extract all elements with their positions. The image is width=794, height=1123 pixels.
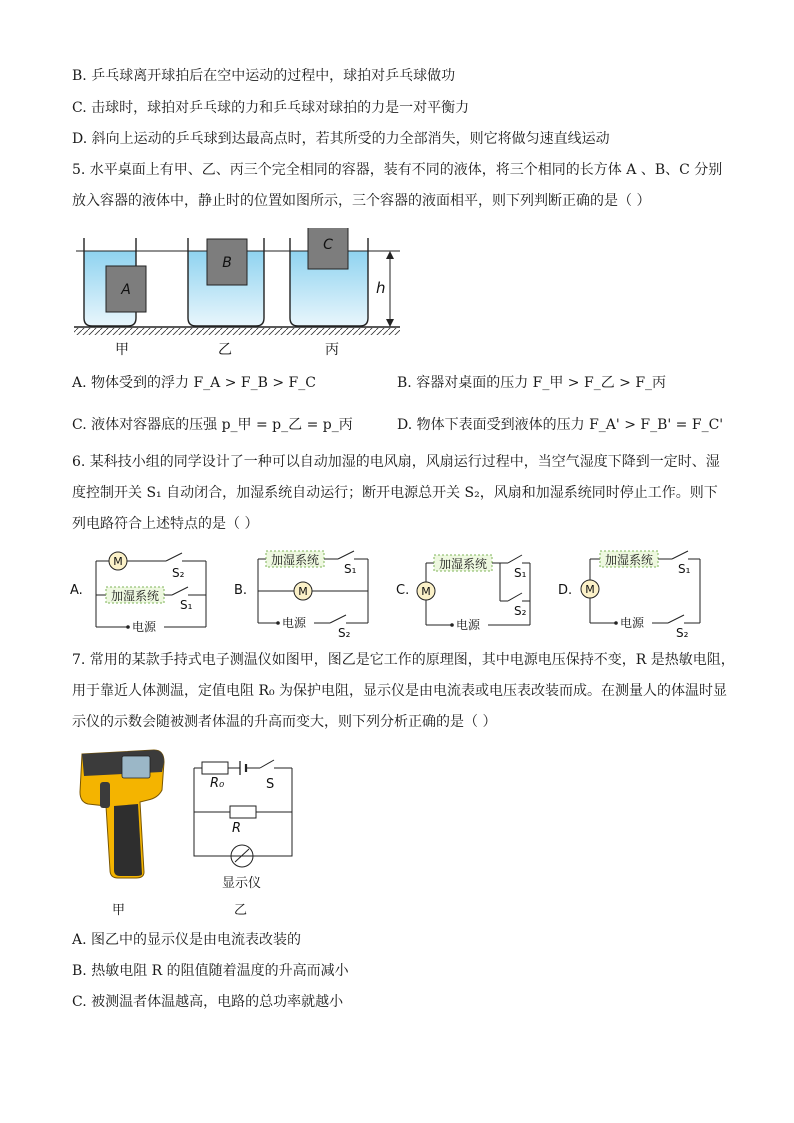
- q7-stem-line2: 用于靠近人体测温，定值电阻 R₀ 为保护电阻，显示仪是由电流表或电压表改装而成。在测量人的体温时显: [72, 683, 728, 699]
- figure-jia-label: 甲: [112, 903, 126, 918]
- switch-icon: [508, 555, 522, 563]
- resistor-r0-icon: [202, 762, 228, 774]
- block-b-label: B: [222, 255, 232, 271]
- height-label: h: [376, 279, 386, 297]
- block-c-label: C: [323, 237, 333, 253]
- q5-stem-line1: 5. 水平桌面上有甲、乙、丙三个完全相同的容器，装有不同的液体，将三个相同的长方体 A 、B、C 分别: [72, 162, 723, 178]
- switch-icon: [260, 760, 274, 768]
- switch-icon: [672, 551, 688, 559]
- q4-option-d: D. 斜向上运动的乒乓球到达最高点时，若其所受的力全部消失，则它将做匀速直线运动: [72, 131, 610, 147]
- r-label: R: [232, 821, 242, 836]
- q7-stem-line3: 示仪的示数会随被测者体温的升高而变大，则下列分析正确的是（ ）: [72, 714, 497, 730]
- motor-label: M: [113, 555, 123, 568]
- q7-option-c: C. 被测温者体温越高，电路的总功率就越小: [72, 994, 344, 1010]
- power-label: 电源: [132, 620, 157, 634]
- motor-label: M: [585, 583, 595, 596]
- power-label: 电源: [282, 616, 307, 630]
- resistor-r-icon: [230, 806, 256, 818]
- container-bing-label: 丙: [325, 342, 339, 358]
- circuit-a-label: A.: [70, 583, 83, 598]
- q4-option-c: C. 击球时，球拍对乒乓球的力和乒乓球对球拍的力是一对平衡力: [72, 100, 470, 116]
- power-terminal-icon: [126, 625, 130, 629]
- humidifier-label: 加湿系统: [604, 553, 654, 567]
- humidifier-label: 加湿系统: [270, 553, 320, 567]
- r0-label: R₀: [210, 776, 225, 791]
- motor-label: M: [421, 585, 431, 598]
- q7-stem-line1: 7. 常用的某款手持式电子测温仪如图甲，图乙是它工作的原理图，其中电源电压保持不变，R 是热敏电阻，: [72, 652, 735, 668]
- switch-s2-label: S₂: [514, 604, 527, 618]
- q6-stem-line3: 列电路符合上述特点的是（ ）: [72, 516, 259, 532]
- switch-icon: [172, 587, 188, 595]
- power-label: 电源: [620, 616, 645, 630]
- circuit-d-label: D.: [558, 583, 573, 598]
- q7-option-a: A. 图乙中的显示仪是由电流表改装的: [72, 932, 302, 948]
- motor-label: M: [298, 585, 308, 598]
- q6-stem-line2: 度控制开关 S₁ 自动闭合，加湿系统自动运行；断开电源总开关 S₂，风扇和加湿系统同时停止工作。则下: [72, 485, 718, 501]
- block-a-label: A: [121, 282, 131, 298]
- switch-s2-label: S₂: [338, 626, 351, 640]
- switch-icon: [668, 615, 684, 623]
- figure-yi-label: 乙: [234, 903, 248, 918]
- q6-stem-line1: 6. 某科技小组的同学设计了一种可以自动加湿的电风扇，风扇运行过程中，当空气湿度下降到一定时、湿: [72, 454, 720, 470]
- q7-thermometer-figure: [70, 742, 310, 922]
- q5-option-a: A. 物体受到的浮力 F_A > F_B > F_C: [72, 375, 316, 391]
- thermometer-gun-icon: [80, 750, 164, 878]
- switch-icon: [338, 551, 354, 559]
- q5-containers-figure: [70, 228, 420, 368]
- switch-icon: [330, 615, 346, 623]
- q5-option-b: B. 容器对桌面的压力 F_甲 > F_乙 > F_丙: [397, 375, 667, 391]
- q5-option-c: C. 液体对容器底的压强 p_甲 = p_乙 = p_丙: [72, 417, 353, 433]
- switch-s1-label: S₁: [344, 562, 357, 576]
- humidifier-label: 加湿系统: [438, 557, 488, 571]
- switch-s-label: S: [266, 777, 275, 792]
- container-yi-label: 乙: [218, 342, 232, 358]
- switch-icon: [166, 553, 182, 561]
- switch-s1-label: S₁: [678, 562, 691, 576]
- q7-option-b: B. 热敏电阻 R 的阻值随着温度的升高而减小: [72, 963, 349, 979]
- q6-circuits-figure: [68, 545, 728, 640]
- q5-option-d: D. 物体下表面受到液体的压力 F_A' > F_B' = F_C': [397, 417, 724, 433]
- q4-option-b: B. 乒乓球离开球拍后在空中运动的过程中，球拍对乒乓球做功: [72, 68, 456, 84]
- power-terminal-icon: [450, 623, 454, 627]
- q5-stem-line2: 放入容器的液体中，静止时的位置如图所示，三个容器的液面相平，则下列判断正确的是（ ）: [72, 193, 651, 209]
- circuit-c-label: C.: [396, 583, 410, 598]
- switch-s1-label: S₁: [180, 598, 193, 612]
- humidifier-label: 加湿系统: [110, 589, 160, 603]
- circuit-b-label: B.: [234, 583, 248, 598]
- power-terminal-icon: [614, 621, 618, 625]
- switch-s1-label: S₁: [514, 566, 527, 580]
- switch-s2-label: S₂: [676, 626, 689, 640]
- power-terminal-icon: [276, 621, 280, 625]
- power-label: 电源: [456, 618, 481, 632]
- switch-icon: [508, 593, 522, 601]
- display-label: 显示仪: [222, 876, 262, 891]
- container-jia-label: 甲: [115, 342, 129, 358]
- switch-s2-label: S₂: [172, 566, 185, 580]
